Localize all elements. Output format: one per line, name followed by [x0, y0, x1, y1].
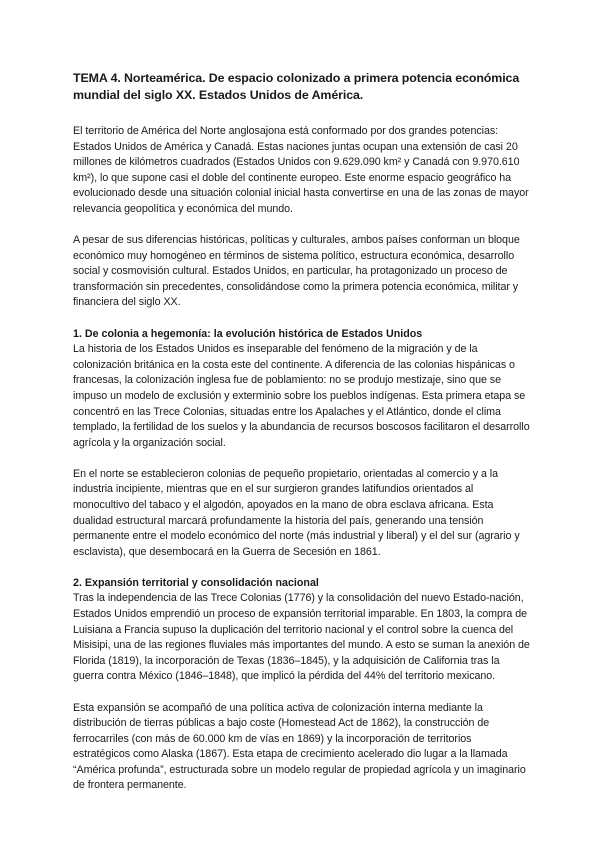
section-paragraph: En el norte se establecieron colonias de pequeño propietario, orientadas al comercio y a la industria incipiente, mientras que en el sur surgieron grandes latifundios orientados al monocultivo del tabaco y el algodón, apoyados en la mano de obra esclava africana. Esta dualidad estructural marcará profundamente la historia del país, generando una tensión permanente entre el modelo económico del norte (más industrial y liberal) y el del sur (agrario y esclavista), que desembocará en la Guerra de Secesión en 1861. — [73, 467, 520, 558]
section-colonia-hegemonia — [73, 327, 531, 561]
section-heading: 2. Expansión territorial y consolidación nacional — [73, 576, 319, 589]
document-page — [73, 70, 531, 810]
intro-paragraph: A pesar de sus diferencias históricas, políticas y culturales, ambos países conforman un bloque económico muy homogéneo en términos de sistema político, estructura económica, desarrollo social y cosmovisión cultural. Estados Unidos, en particular, ha protagonizado un proceso de transformación sin precedentes, consolidándose como la primera potencia económica, militar y financiera del siglo XX. — [73, 234, 520, 309]
intro-paragraph: El territorio de América del Norte anglosajona está conformado por dos grandes potencias: Estados Unidos de América y Canadá. Estas naciones juntas ocupan una extensión de casi 20 millones de kilómetros cuadrados (Estados Unidos con 9.629.090 km² y Canadá con 9.970.610 km²), lo que supone casi el doble del continente europeo. Este enorme espacio geográfico ha evolucionado desde una situación colonial inicial hasta convertirse en una de las zonas de mayor relevancia geopolítica y económica del mundo. — [73, 125, 529, 215]
section-paragraph: Tras la independencia de las Trece Colonias (1776) y la consolidación del nuevo Estado-nación, Estados Unidos emprendió un proceso de expansión territorial imparable. En 1803, la compra de Luisiana a Francia supuso la duplicación del territorio nacional y el control sobre la cuenca del Misisipi, una de las regiones fluviales más importantes del mundo. A esto se suman la anexión de Florida (1819), la incorporación de Texas (1836–1845), y la adquisición de California tras la guerra contra México (1846–1848), que implicó la pérdida del 44% del territorio mexicano. — [73, 592, 530, 683]
document-title: TEMA 4. Norteamérica. De espacio colonizado a primera potencia económica mundial del siglo XX. Estados Unidos de América. — [73, 71, 520, 102]
section-expansion-territorial — [73, 576, 531, 794]
section-heading: 1. De colonia a hegemonía: la evolución histórica de Estados Unidos — [73, 327, 423, 340]
section-paragraph: La historia de los Estados Unidos es inseparable del fenómeno de la migración y de la colonización británica en la costa este del continente. A diferencia de las colonias hispánicas o francesas, la colonización inglesa fue de poblamiento: no se produjo mestizaje, sino que se impuso un modelo de exclusión y exterminio sobre los pueblos indígenas. Esta primera etapa se concentró en las Trece Colonias, situadas entre los Apalaches y el Atlántico, donde el clima templado, la fertilidad de los suelos y la abundancia de recursos boscosos facilitaron el desarrollo agrícola y la organización social. — [73, 343, 530, 449]
section-paragraph: Esta expansión se acompañó de una política activa de colonización interna mediante la distribución de tierras públicas a bajo coste (Homestead Act de 1862), la construcción de ferrocarriles (con más de 60.000 km de vías en 1869) y la incorporación de territorios estratégicos como Alaska (1867). Esta etapa de crecimiento acelerado dio lugar a la llamada “América profunda”, estructurada sobre un modelo regular de propiedad agrícola y un imaginario de frontera permanente. — [73, 701, 526, 792]
